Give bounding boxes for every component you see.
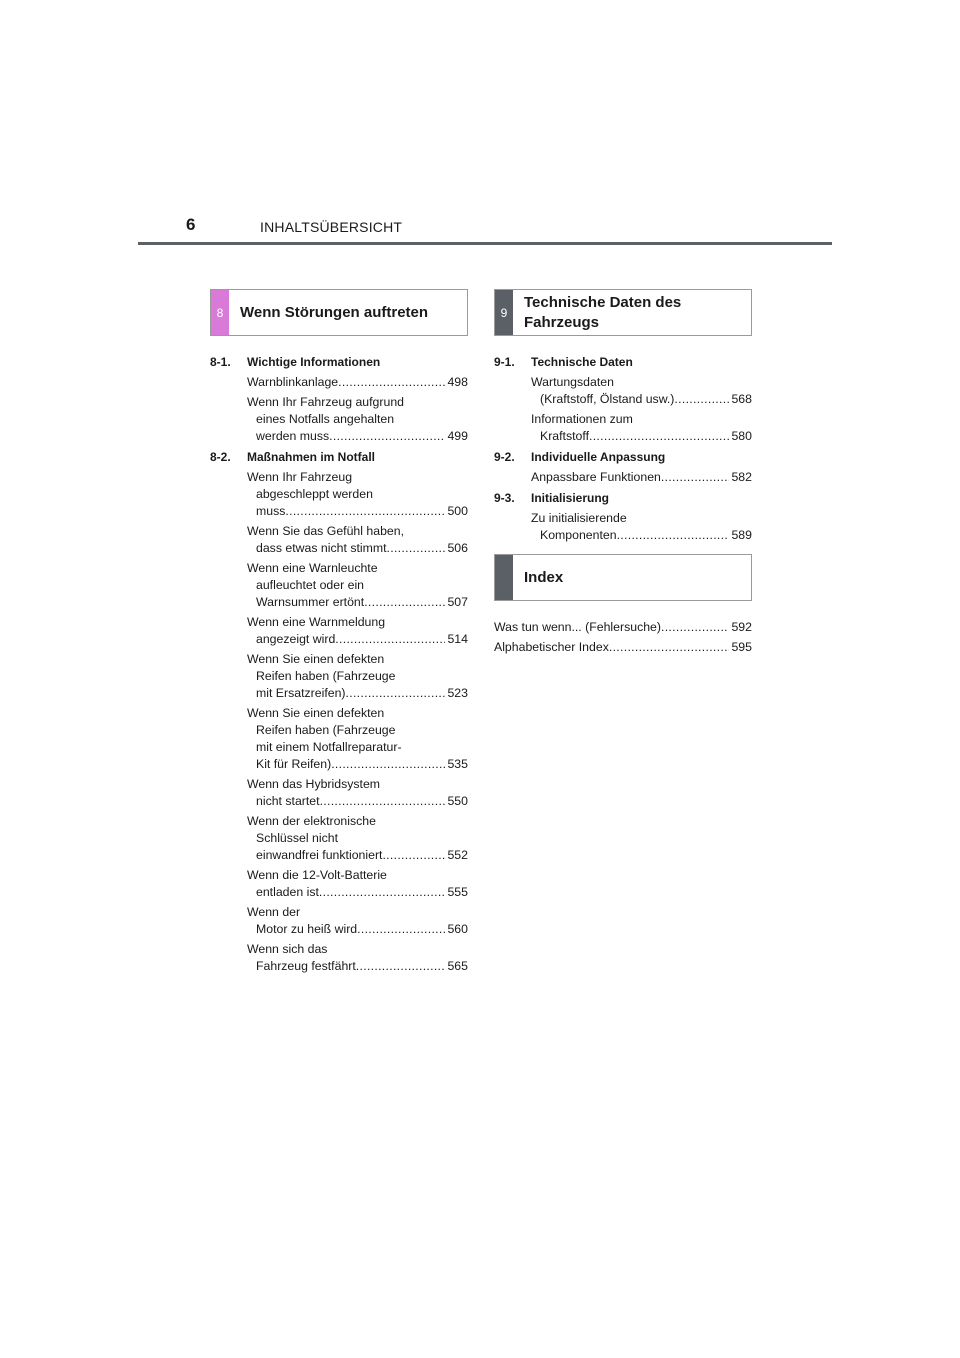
section-code: 8-1. (210, 355, 231, 369)
toc-entry[interactable] (531, 510, 752, 544)
section-heading (210, 354, 468, 371)
entry-label: Warnblinkanlage (247, 375, 339, 389)
entry-label: Was tun wenn... (Fehlersuche) (494, 620, 661, 634)
entry-line: Informationen zum (531, 412, 633, 426)
toc-entry[interactable] (247, 813, 468, 864)
entry-last-line (531, 428, 752, 445)
entry-line: Wenn Sie einen defekten (247, 652, 385, 666)
entry-last-line (247, 540, 468, 557)
toc-section (210, 354, 468, 445)
section-title: Wichtige Informationen (247, 355, 381, 369)
dot-leader (335, 631, 445, 648)
entry-last-line (247, 631, 468, 648)
toc-entry[interactable] (247, 394, 468, 445)
dot-leader (364, 594, 445, 611)
entry-line: Reifen haben (Fahrzeuge (256, 723, 396, 737)
toc-entry[interactable] (247, 867, 468, 901)
toc-entry[interactable] (247, 614, 468, 648)
right-column (494, 289, 752, 659)
page-ref[interactable]: 580 (731, 429, 752, 443)
entry-line: Wenn das Hybridsystem (247, 777, 381, 791)
header-rule (138, 242, 832, 245)
page-ref[interactable]: 568 (731, 392, 752, 406)
entry-line: Wenn Ihr Fahrzeug (247, 470, 353, 484)
entry-label: angezeigt wird (256, 632, 336, 646)
dot-leader (285, 503, 445, 520)
page-ref[interactable]: 595 (731, 640, 752, 654)
dot-leader (346, 685, 446, 702)
toc-section (494, 354, 752, 445)
entry-label: muss (256, 504, 286, 518)
dot-leader (319, 884, 446, 901)
section-title: Individuelle Anpassung (531, 450, 666, 464)
section-code: 9-2. (494, 450, 515, 464)
toc-section (210, 449, 468, 975)
section-heading (494, 354, 752, 371)
section-code: 8-2. (210, 450, 231, 464)
entry-line: Wenn der elektronische (247, 814, 376, 828)
section-heading (210, 449, 468, 466)
dot-leader (329, 428, 445, 445)
page-ref[interactable]: 523 (447, 686, 468, 700)
index-number (495, 555, 513, 600)
entry-line: abgeschleppt werden (256, 487, 373, 501)
page-ref[interactable]: 498 (447, 375, 468, 389)
chapter-8-title: Wenn Störungen auftreten (240, 303, 429, 321)
entry-line: Wartungsdaten (531, 375, 614, 389)
section-code: 9-1. (494, 355, 515, 369)
toc-entry[interactable] (247, 776, 468, 810)
toc-section (494, 449, 752, 486)
entry-label: werden muss (256, 429, 330, 443)
dot-leader (661, 469, 730, 486)
dot-leader (661, 619, 729, 636)
dot-leader (338, 374, 445, 391)
entry-label: Komponenten (540, 528, 617, 542)
chapter-9-number: 9 (495, 290, 513, 335)
entry-last-line (247, 685, 468, 702)
page-ref[interactable]: 565 (447, 959, 468, 973)
page-ref[interactable]: 507 (447, 595, 468, 609)
entry-last-line (247, 374, 468, 391)
entry-line: Wenn eine Warnmeldung (247, 615, 386, 629)
dot-leader (609, 639, 730, 656)
chapter-8-sections (210, 354, 468, 975)
toc-entry[interactable] (247, 904, 468, 938)
page-ref[interactable]: 582 (731, 470, 752, 484)
chapter-8-number: 8 (211, 290, 229, 335)
entry-label: nicht startet (256, 794, 320, 808)
section-title: Technische Daten (531, 355, 633, 369)
page-ref[interactable]: 592 (731, 620, 752, 634)
entry-last-line (531, 527, 752, 544)
chapter-9-box[interactable] (494, 289, 752, 336)
entry-line: Reifen haben (Fahrzeuge (256, 669, 396, 683)
toc-entry[interactable] (531, 469, 752, 486)
entry-last-line (247, 921, 468, 938)
entry-last-line (247, 503, 468, 520)
entry-label: Alphabetischer Index (494, 640, 609, 654)
entry-line: Schlüssel nicht (256, 831, 339, 845)
toc-entry[interactable] (247, 651, 468, 702)
entry-line: Wenn eine Warnleuchte (247, 561, 378, 575)
entry-label: Motor zu heiß wird (256, 922, 358, 936)
entry-line: Wenn Sie das Gefühl haben, (247, 524, 405, 538)
entry-label: Kit für Reifen) (256, 757, 332, 771)
section-heading (494, 490, 752, 507)
page-ref[interactable]: 550 (447, 794, 468, 808)
chapter-9-sections (494, 354, 752, 544)
chapter-8-box[interactable] (210, 289, 468, 336)
entry-line: Wenn Sie einen defekten (247, 706, 385, 720)
entry-label: mit Ersatzreifen) (256, 686, 346, 700)
entry-last-line (531, 469, 752, 486)
entry-last-line (247, 884, 468, 901)
dot-leader (331, 756, 445, 773)
left-column (210, 289, 468, 978)
entry-label: Fahrzeug festfährt (256, 959, 356, 973)
entry-last-line (247, 428, 468, 445)
dot-leader (617, 527, 730, 544)
entry-last-line (247, 847, 468, 864)
entry-line: mit einem Notfallreparatur- (256, 740, 402, 754)
dot-leader (357, 921, 445, 938)
index-entry[interactable] (494, 639, 752, 656)
toc-entry[interactable] (247, 469, 468, 520)
entry-last-line (247, 793, 468, 810)
index-title: Index (524, 568, 564, 586)
entry-label: (Kraftstoff, Ölstand usw.) (540, 392, 675, 406)
page-ref[interactable]: 514 (447, 632, 468, 646)
entry-line: eines Notfalls angehalten (256, 412, 395, 426)
dot-leader (674, 391, 729, 408)
page-ref[interactable]: 506 (447, 541, 468, 555)
page-title: INHALTSÜBERSICHT (260, 219, 403, 235)
dot-leader (382, 847, 445, 864)
toc-entry[interactable] (247, 705, 468, 773)
toc-entry[interactable] (531, 411, 752, 445)
dot-leader (589, 428, 729, 445)
page-ref[interactable]: 589 (731, 528, 752, 542)
entry-label: Kraftstoff (540, 429, 589, 443)
page-ref[interactable]: 560 (447, 922, 468, 936)
dot-leader (356, 958, 446, 975)
toc-entry[interactable] (247, 941, 468, 975)
entry-line: Wenn die 12-Volt-Batterie (247, 868, 387, 882)
dot-leader (320, 793, 446, 810)
section-heading (494, 449, 752, 466)
entry-label: einwandfrei funktioniert (256, 848, 383, 862)
page-number: 6 (186, 215, 196, 234)
page-ref[interactable]: 499 (447, 429, 468, 443)
entry-last-line (247, 958, 468, 975)
entry-last-line (247, 594, 468, 611)
page-ref[interactable]: 552 (447, 848, 468, 862)
entry-line: Wenn Ihr Fahrzeug aufgrund (247, 395, 404, 409)
dot-leader (387, 540, 446, 557)
chapter-9-title (524, 293, 681, 333)
page-ref[interactable]: 555 (447, 885, 468, 899)
index-entry[interactable] (494, 619, 752, 636)
toc-entry[interactable] (247, 523, 468, 557)
index-box[interactable] (494, 554, 752, 601)
entry-line: Zu initialisierende (531, 511, 627, 525)
toc-section (494, 490, 752, 544)
section-title: Maßnahmen im Notfall (247, 450, 376, 464)
entry-label: entladen ist (256, 885, 319, 899)
section-code: 9-3. (494, 491, 515, 505)
entry-label: dass etwas nicht stimmt (256, 541, 387, 555)
toc-entry[interactable] (247, 374, 468, 391)
entry-line: Wenn der (247, 905, 301, 919)
entry-line: aufleuchtet oder ein (256, 578, 365, 592)
toc-entry[interactable] (531, 374, 752, 408)
entry-last-line (247, 756, 468, 773)
section-title: Initialisierung (531, 491, 610, 505)
page-ref[interactable]: 500 (447, 504, 468, 518)
entry-label: Anpassbare Funktionen (531, 470, 661, 484)
index-entries (494, 619, 752, 656)
entry-label: Warnsummer ertönt (256, 595, 365, 609)
chapter-9-title-line-2: Fahrzeugs (524, 313, 600, 331)
entry-last-line (531, 391, 752, 408)
page-ref[interactable]: 535 (447, 757, 468, 771)
entry-line: Wenn sich das (247, 942, 328, 956)
toc-entry[interactable] (247, 560, 468, 611)
chapter-9-title-line-1: Technische Daten des (524, 293, 682, 311)
